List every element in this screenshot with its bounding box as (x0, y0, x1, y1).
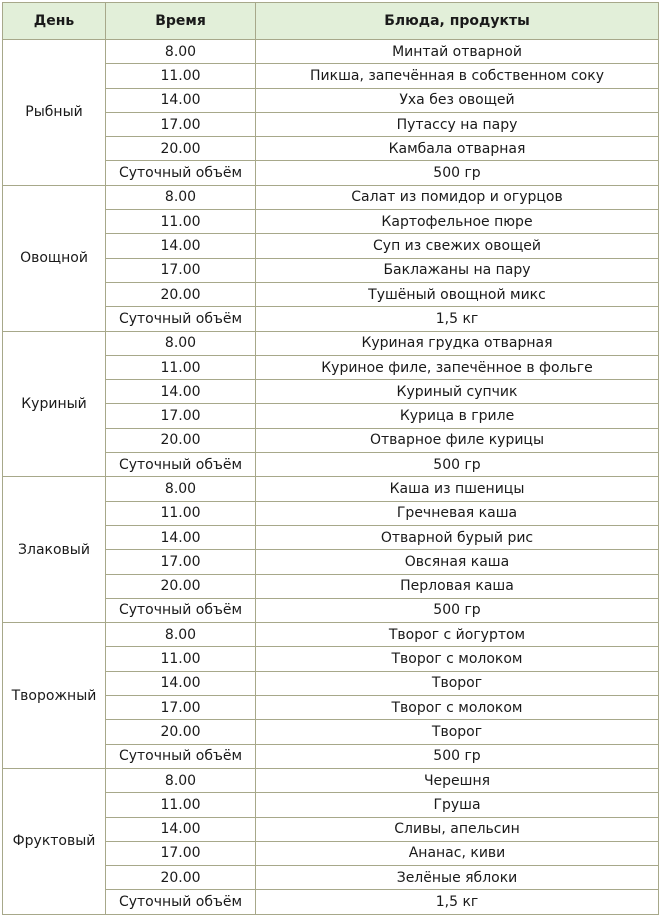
time-cell: 20.00 (106, 137, 256, 161)
time-cell: Суточный объём (106, 161, 256, 185)
time-cell: 17.00 (106, 258, 256, 282)
dish-cell: Гречневая каша (256, 501, 659, 525)
time-cell: 11.00 (106, 355, 256, 379)
day-name-cell: Фруктовый (3, 768, 106, 914)
time-cell: 8.00 (106, 40, 256, 64)
dish-cell: 500 гр (256, 598, 659, 622)
time-cell: 20.00 (106, 720, 256, 744)
dish-cell: Курица в гриле (256, 404, 659, 428)
time-cell: Суточный объём (106, 744, 256, 768)
dish-cell: Минтай отварной (256, 40, 659, 64)
dish-cell: Суп из свежих овощей (256, 234, 659, 258)
dish-cell: Творог с йогуртом (256, 623, 659, 647)
diet-table (2, 2, 659, 915)
dish-cell: Творог (256, 720, 659, 744)
time-cell: 14.00 (106, 234, 256, 258)
dish-cell: Отварное филе курицы (256, 428, 659, 452)
time-cell: 17.00 (106, 550, 256, 574)
time-cell: 8.00 (106, 331, 256, 355)
dish-cell: Зелёные яблоки (256, 866, 659, 890)
table-row (3, 768, 659, 792)
time-cell: 8.00 (106, 477, 256, 501)
time-cell: 8.00 (106, 185, 256, 209)
dish-cell: Уха без овощей (256, 88, 659, 112)
time-cell: 11.00 (106, 793, 256, 817)
time-cell: 11.00 (106, 501, 256, 525)
time-cell: Суточный объём (106, 598, 256, 622)
dish-cell: Творог с молоком (256, 696, 659, 720)
dish-cell: Каша из пшеницы (256, 477, 659, 501)
dish-cell: Груша (256, 793, 659, 817)
time-cell: 20.00 (106, 866, 256, 890)
dish-cell: Картофельное пюре (256, 210, 659, 234)
dish-cell: 500 гр (256, 744, 659, 768)
header-dishes: Блюда, продукты (256, 3, 659, 40)
day-name-cell: Овощной (3, 185, 106, 331)
time-cell: Суточный объём (106, 453, 256, 477)
time-cell: Суточный объём (106, 890, 256, 914)
dish-cell: Отварной бурый рис (256, 525, 659, 549)
dish-cell: Черешня (256, 768, 659, 792)
time-cell: 11.00 (106, 64, 256, 88)
time-cell: 14.00 (106, 817, 256, 841)
dish-cell: 500 гр (256, 453, 659, 477)
time-cell: Суточный объём (106, 307, 256, 331)
table-body (3, 40, 659, 915)
table-header (3, 3, 659, 40)
day-name-cell: Куриный (3, 331, 106, 477)
time-cell: 20.00 (106, 428, 256, 452)
dish-cell: Пикша, запечённая в собственном соку (256, 64, 659, 88)
dish-cell: Куриное филе, запечённое в фольге (256, 355, 659, 379)
header-time: Время (106, 3, 256, 40)
time-cell: 17.00 (106, 841, 256, 865)
dish-cell: 1,5 кг (256, 307, 659, 331)
dish-cell: Творог (256, 671, 659, 695)
table-row (3, 623, 659, 647)
time-cell: 8.00 (106, 768, 256, 792)
time-cell: 17.00 (106, 404, 256, 428)
dish-cell: Баклажаны на пару (256, 258, 659, 282)
dish-cell: Салат из помидор и огурцов (256, 185, 659, 209)
time-cell: 20.00 (106, 574, 256, 598)
time-cell: 14.00 (106, 525, 256, 549)
time-cell: 8.00 (106, 623, 256, 647)
dish-cell: Куриная грудка отварная (256, 331, 659, 355)
dish-cell: Перловая каша (256, 574, 659, 598)
dish-cell: Творог с молоком (256, 647, 659, 671)
header-row (3, 3, 659, 40)
dish-cell: Путассу на пару (256, 112, 659, 136)
time-cell: 17.00 (106, 696, 256, 720)
dish-cell: 1,5 кг (256, 890, 659, 914)
dish-cell: Куриный супчик (256, 380, 659, 404)
day-name-cell: Злаковый (3, 477, 106, 623)
table-row (3, 331, 659, 355)
time-cell: 17.00 (106, 112, 256, 136)
time-cell: 14.00 (106, 380, 256, 404)
day-name-cell: Творожный (3, 623, 106, 769)
day-name-cell: Рыбный (3, 40, 106, 186)
time-cell: 11.00 (106, 210, 256, 234)
dish-cell: Ананас, киви (256, 841, 659, 865)
table-row (3, 40, 659, 64)
dish-cell: Овсяная каша (256, 550, 659, 574)
table-row (3, 477, 659, 501)
dish-cell: Тушёный овощной микс (256, 282, 659, 306)
header-day: День (3, 3, 106, 40)
dish-cell: Сливы, апельсин (256, 817, 659, 841)
time-cell: 14.00 (106, 88, 256, 112)
table-row (3, 185, 659, 209)
dish-cell: Камбала отварная (256, 137, 659, 161)
time-cell: 20.00 (106, 282, 256, 306)
time-cell: 14.00 (106, 671, 256, 695)
dish-cell: 500 гр (256, 161, 659, 185)
time-cell: 11.00 (106, 647, 256, 671)
